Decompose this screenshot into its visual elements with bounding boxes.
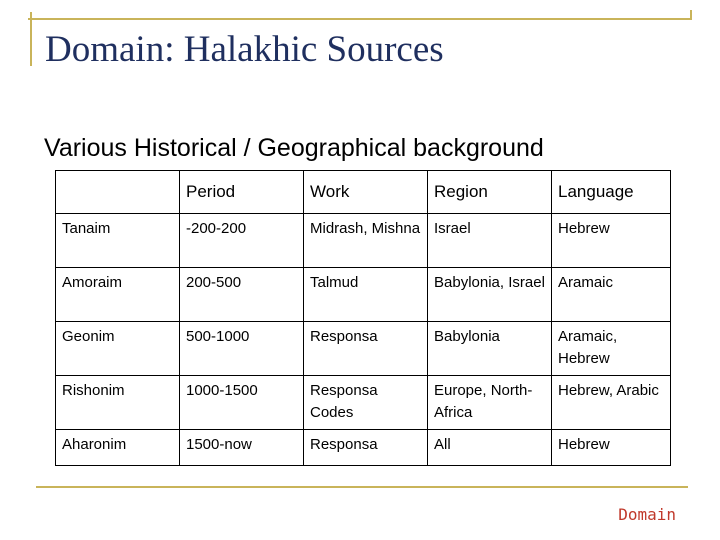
table-header-row (56, 171, 671, 214)
header-cell-region: Region (428, 171, 552, 214)
table-row (56, 268, 671, 322)
cell-region: Babylonia, Israel (428, 268, 552, 322)
cell-work: Responsa (304, 430, 428, 466)
header-cell-empty (56, 171, 180, 214)
table-row (56, 376, 671, 430)
cell-work: Talmud (304, 268, 428, 322)
header-cell-work: Work (304, 171, 428, 214)
footer-divider-line (36, 486, 688, 488)
cell-period: 200-500 (180, 268, 304, 322)
cell-language: Hebrew (552, 214, 671, 268)
cell-region: Babylonia (428, 322, 552, 376)
cell-era: Rishonim (56, 376, 180, 430)
title-accent-left-line (30, 12, 32, 66)
title-accent-top-line (28, 18, 692, 20)
cell-language: Aramaic (552, 268, 671, 322)
cell-era: Tanaim (56, 214, 180, 268)
table-row (56, 214, 671, 268)
table-row (56, 430, 671, 466)
cell-language: Aramaic, Hebrew (552, 322, 671, 376)
cell-era: Aharonim (56, 430, 180, 466)
header-cell-language: Language (552, 171, 671, 214)
sources-table (55, 170, 671, 466)
slide-subtitle: Various Historical / Geographical background (44, 134, 544, 162)
footer-label: Domain (618, 505, 676, 524)
cell-work: Midrash, Mishna (304, 214, 428, 268)
cell-period: -200-200 (180, 214, 304, 268)
table-row (56, 322, 671, 376)
slide-title: Domain: Halakhic Sources (45, 29, 444, 70)
title-accent-right-line (690, 10, 692, 20)
cell-region: Europe, North-Africa (428, 376, 552, 430)
cell-region: Israel (428, 214, 552, 268)
cell-language: Hebrew (552, 430, 671, 466)
cell-work: Responsa (304, 322, 428, 376)
cell-era: Amoraim (56, 268, 180, 322)
cell-period: 1000-1500 (180, 376, 304, 430)
header-cell-period: Period (180, 171, 304, 214)
cell-language: Hebrew, Arabic (552, 376, 671, 430)
cell-work: Responsa Codes (304, 376, 428, 430)
cell-period: 1500-now (180, 430, 304, 466)
cell-region: All (428, 430, 552, 466)
cell-period: 500-1000 (180, 322, 304, 376)
cell-era: Geonim (56, 322, 180, 376)
